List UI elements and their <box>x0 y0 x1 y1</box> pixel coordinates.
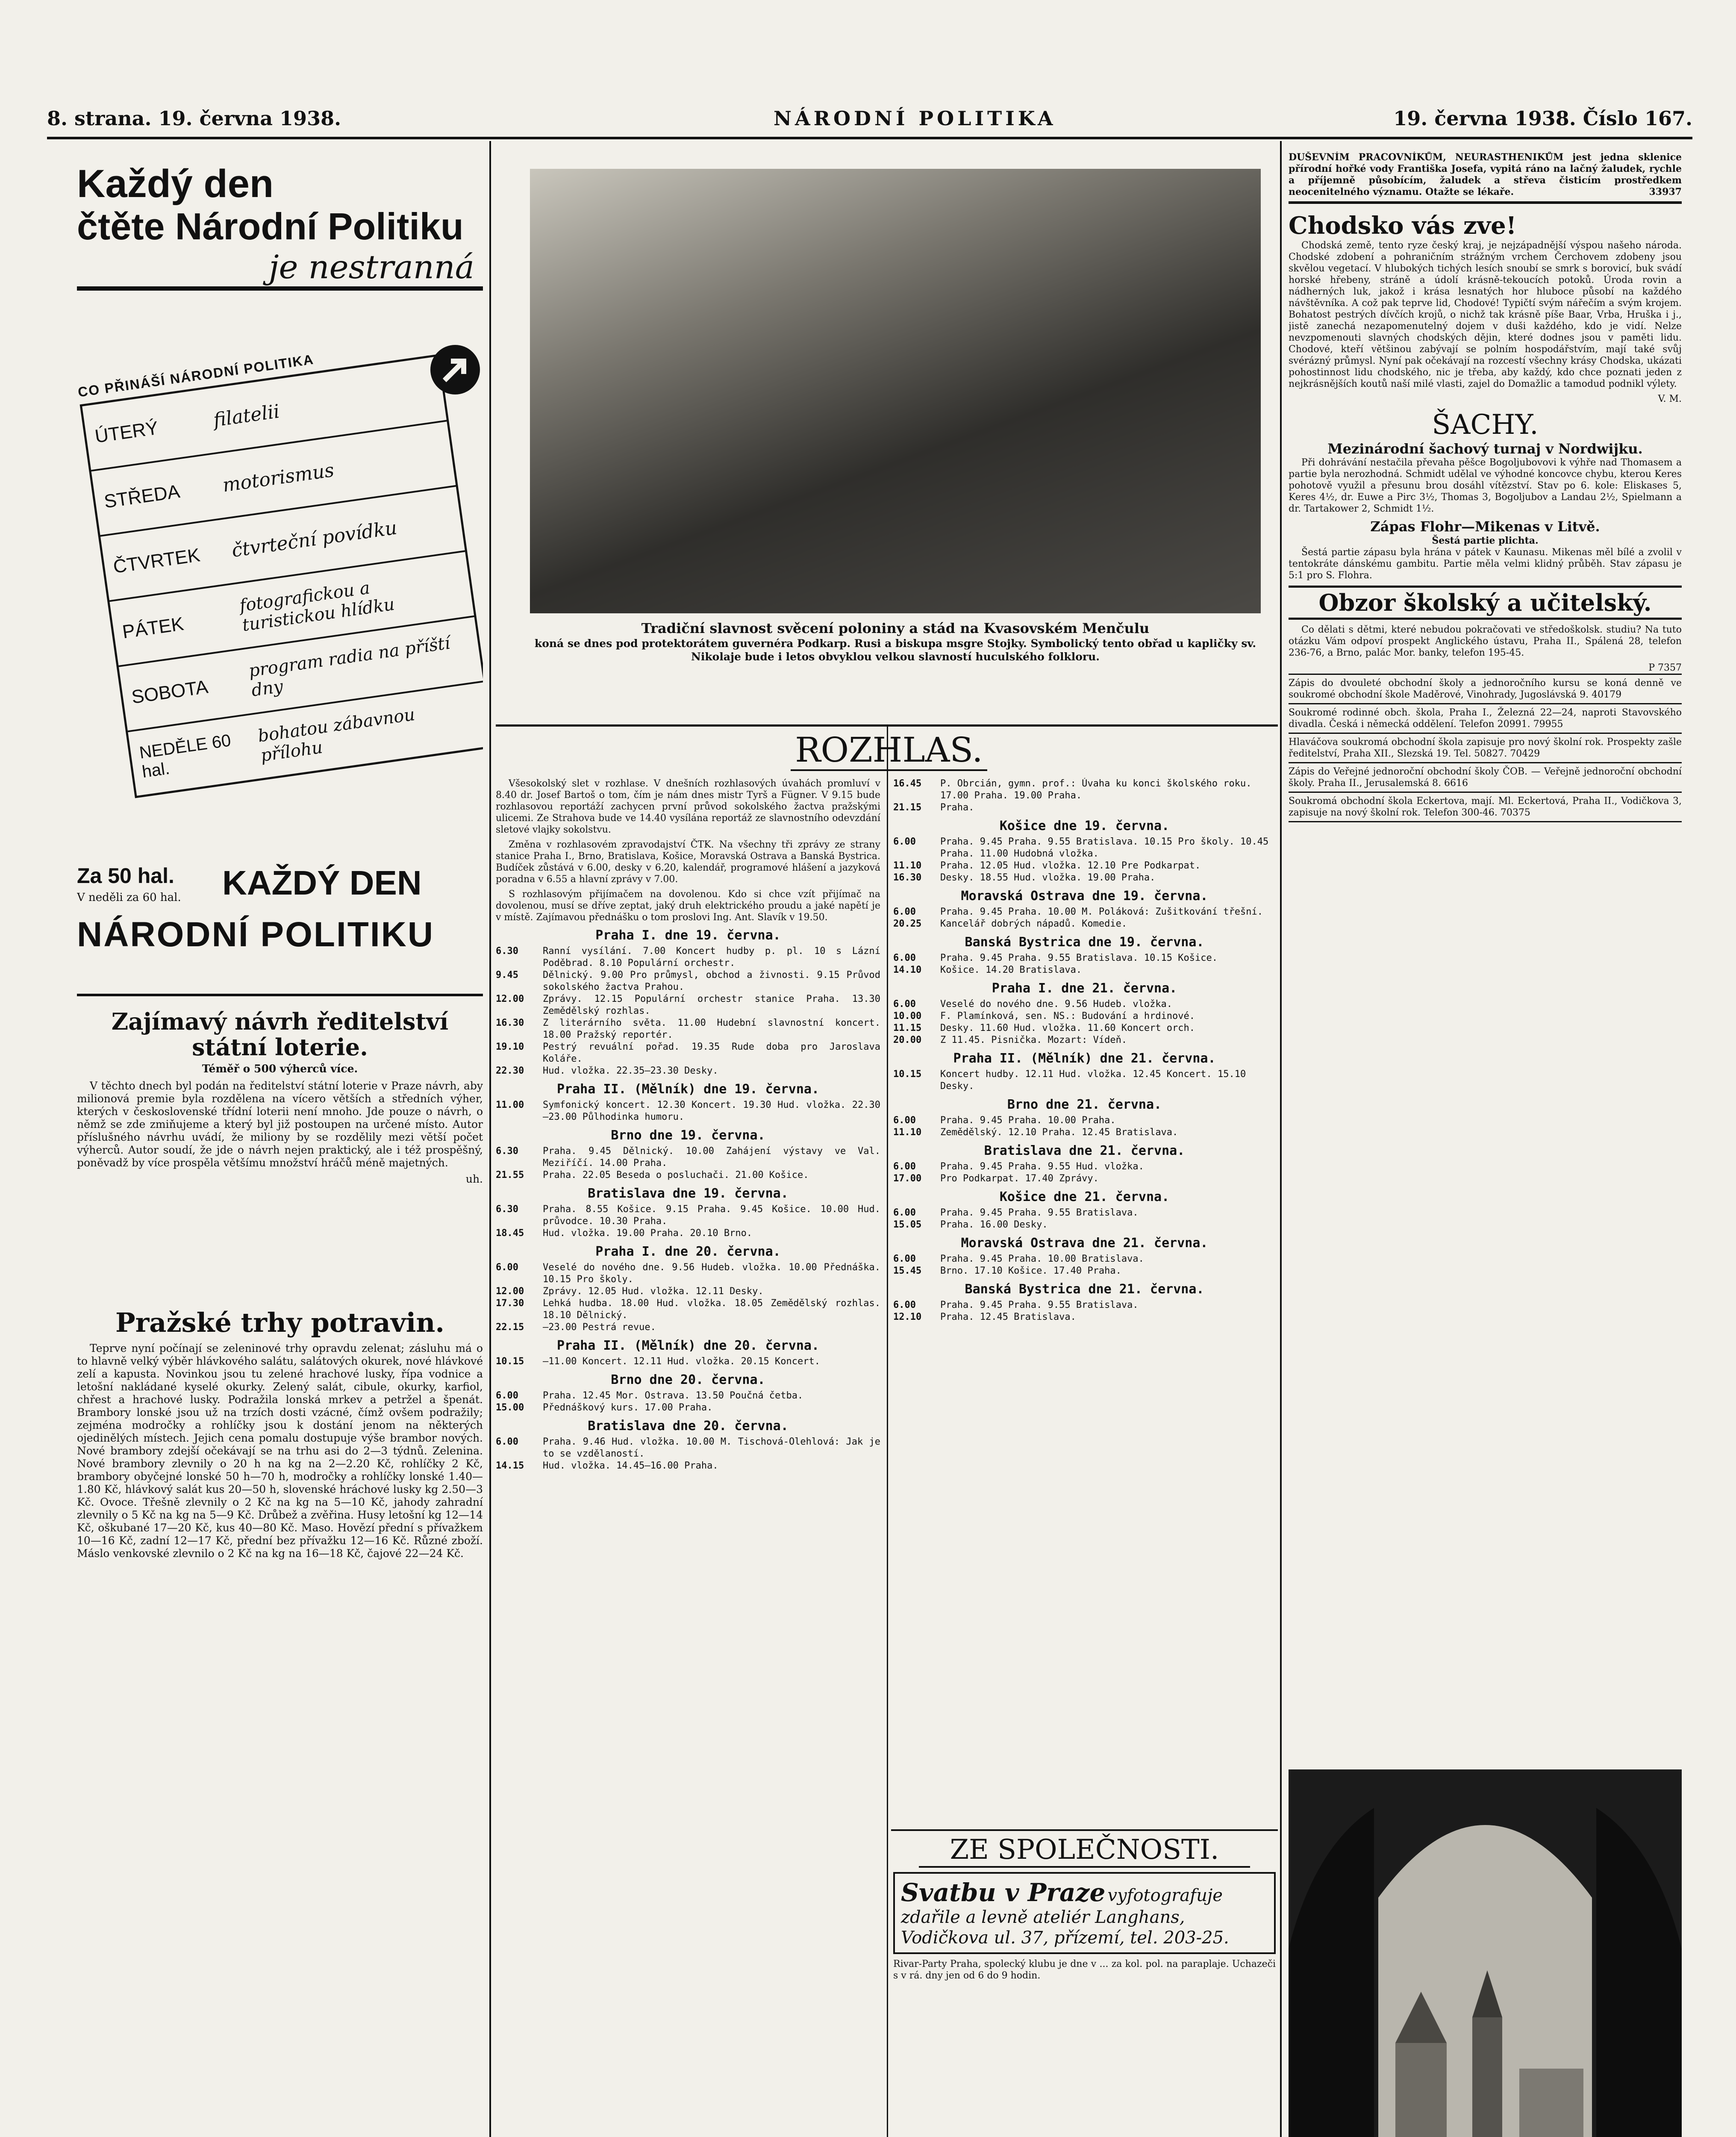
schedule-program: Veselé do nového dne. 9.56 Hudeb. vložka. <box>940 999 1173 1010</box>
schedule-day-heading: Moravská Ostrava dne 19. června. <box>961 889 1208 904</box>
promo-day-topic: čtvrteční povídku <box>230 516 399 562</box>
schedule-program: F. Plamínková, sen. NS.: Budování a hrdinové. <box>940 1011 1195 1021</box>
ad-top-text: DUŠEVNÍM PRACOVNÍKŮM, NEURASTHENIKŮM jest jedna sklenice přírodní hořké vody Františka Josefa, vypitá ráno na lačný žaludek, rychle a příjemně působícím, žaludek a střeva čisticím prostředkem neocenitelného významu. Otažte se lékaře. <box>1289 152 1682 197</box>
markets-body: Teprve nyní počínají se zeleninové trhy opravdu zelenat; zásluhu má o to hlavně velký výběr hlávkového salátu, salátových okurek, nové hlávkové zelí a kapusta. Novinkou jsou tu zelené hrachové lusky, řípa vodnice a letošní nakládané kyselé okurky. Zelený salát, cibule, okurky, karfiol, chřest a hrachové lusky. Podražila lonská mrkev a petržel a špenát. Brambory lonské jsou už na trzích dosti vzácné, čímž ovšem podražily; zejména modročky a rohlíčky jsou k dostání jenom na některých ojedinělých místech. Jejich cena pomalu dostupuje výše brambor nových. Nové brambory zdejší očekávají se na trhu asi do 2—3 týdnů. Zelenina. Nové brambory zlevnily o 20 h na kg na 2—2.20 Kč, rohlíčky 2 Kč, brambory obyčejné lonské 50 h—70 h, modročky a rohlíčky lonské 1.40—1.80 Kč, hlávkový salát kus 20—50 h, slovenské hráchové lusky kg 2.50—3 Kč. Ovoce. Třešně zlevnily o 2 Kč na kg na 5—10 Kč, jahody zahradní zlevnily o 5 Kč na kg na 5—9 Kč. Drůbež a zvěřina. Husy letošní kg 12—14 Kč, oškubané 17—20 Kč, kus 40—80 Kč. Maso. Hovězí přední s přívažkem 10—16 Kč, zadní 12—17 Kč, přední bez přívažku 12—16 Kč. Různé zboží. Máslo venkovské zlevnilo o 2 Kč na kg na 16—18 Kč, čajové 22—24 Kč. <box>77 1342 483 1560</box>
schedule-row <box>893 1207 1276 1219</box>
schedule-program: Z 11.45. Pisnička. Mozart: Vídeň. <box>940 1035 1127 1045</box>
school-ad: Hlaváčova soukromá obchodní škola zapisuje pro nový školní rok. Prospekty zašle ředitelství, Praha XII., Slezská 19. Tel. 50827. 70429 <box>1289 734 1682 763</box>
chodsko-body: Chodská země, tento ryze český kraj, je nejzápadnější výspou našeho národa. Chodské zdobení a pohraničním strážným vrchem Čerchovem zdobeny jsou skvělou vegetací. V hlubokých tichých lesích snoubí se smrk s borovicí, buk svádí horské hřebeny, stráně a údolí krásně-tekoucích potoků. Úroda rovin a nádherných luk, jakož i krása lesnatých hor hluboce působí na každého návštěvníka. A což pak teprve lid, Chodové! Typičtí svým nářečím a svým krojem. Bohatost pestrých dívčích krojů, o nichž tak krásně píše Baar, Vrba, Hruška i j., jistě zanechá nezapomenutelný dojem v duši každého, kdo je vidí. Nelze nevzpomenouti slavných chodských dějin, které dodnes jsou v paměti lidu. Chodové, kteří většinou zabývají se polním hospodářstvím, mají také svůj svérázný průmysl. Nyní pak očekávají na rozcestí všechny krásy Chodska, ukázati pohostinnost lidu chodského, nic je třeba, aby každý, kdo chce poznati jeden z nejkrásnějších koutů naší milé vlasti, zajel do Domažlic a tamodud podnikl výlety. <box>1289 240 1682 389</box>
schedule-time: 6.00 <box>893 1300 916 1310</box>
schedule-program: Praha. 9.45 Praha. 10.00 Praha. <box>940 1115 1116 1126</box>
schedule-program: Praha. 9.45 Praha. 9.55 Bratislava. <box>940 1300 1139 1310</box>
schedule-row <box>893 802 1276 814</box>
school-ad: Soukromá obchodní škola Eckertova, mají. Ml. Eckertová, Praha II., Vodičkova 3, zapisuje na nový školní rok. Telefon 300-46. 70375 <box>1289 793 1682 822</box>
schedule-program: Pestrý revuální pořad. 19.35 Rude doba pro Jaroslava Koláře. <box>543 1042 880 1064</box>
schedule-time: 16.45 <box>893 778 922 789</box>
schedule-time: 12.00 <box>496 1286 524 1297</box>
spolecnost-title: ZE SPOLEČNOSTI. <box>919 1834 1250 1868</box>
schedule-program: Praha. 22.05 Beseda o posluchači. 21.00 Košice. <box>543 1170 809 1180</box>
promo-price: Za 50 hal. <box>77 864 174 888</box>
lottery-title: Zajímavý návrh ředitelství státní loterie. <box>111 1009 449 1061</box>
ad-top <box>1289 152 1682 204</box>
schedule-program: Praha. 12.05 Hud. vložka. 12.10 Pre Podkarpat. <box>940 860 1201 871</box>
schedule-row <box>496 1204 880 1227</box>
schedule-row <box>893 778 1276 802</box>
promo-day-name: PÁTEK <box>121 613 185 643</box>
schedule-time: 18.45 <box>496 1228 524 1239</box>
schedule-row <box>496 1065 880 1077</box>
chodsko-sign: V. M. <box>1658 394 1682 404</box>
schedule-program: Zemědělský. 12.10 Praha. 12.45 Bratislava. <box>940 1127 1178 1138</box>
spolecnost-note: Rivar-Party Praha, spolecký klubu je dne v ... za kol. pol. na paraplaje. Uchazeči s v rá. dny jen od 6 do 9 hodin. <box>893 1959 1276 1981</box>
rule <box>77 994 483 996</box>
schedule-row <box>496 969 880 993</box>
schedule-program: Košice. 14.20 Bratislava. <box>940 965 1082 975</box>
rozhlas-col-b <box>893 778 1276 1821</box>
schedule-day-heading: Banská Bystrica dne 21. června. <box>965 1282 1204 1297</box>
schedule-program: P. Obrcián, gymn. prof.: Úvaha ku konci školského roku. 17.00 Praha. 19.00 Praha. <box>940 778 1252 801</box>
photo-caption <box>530 620 1261 722</box>
schedule-time: 12.10 <box>893 1312 922 1322</box>
schedule-program: Dělnický. 9.00 Pro průmysl, obchod a živnosti. 9.15 Průvod sokolského žactva Prahou. <box>543 970 880 992</box>
schedule-row <box>496 945 880 969</box>
sachy-body: Při dohrávání nestačila převaha pěšce Bogoljubovovi k výhře nad Thomasem a partie byla nerozhodná. Schmidt udělal ve výhodné koncovce chybu, kterou Keres pohotově využil a přesunu brou dosáhl vítězství. Stav po 6. kole: Eliskases 5, Keres 4½, dr. Euwe a Pirc 3½, Thomas 3, Bogoljubov a Landau 2½, Spielmann a dr. Tartakower 2, Schmidt 1½. <box>1289 457 1682 514</box>
schedule-program: Praha. 9.45 Praha. 9.55 Bratislava. <box>940 1207 1139 1218</box>
schedule-time: 6.00 <box>496 1262 518 1273</box>
schedule-program: Praha. 9.45 Praha. 10.00 Bratislava. <box>940 1254 1144 1264</box>
promo-box <box>77 162 483 992</box>
schedule-row <box>496 1145 880 1169</box>
promo-day-name: SOBOTA <box>130 676 209 708</box>
schedule-row <box>893 1010 1276 1022</box>
rozhlas-intro: Všesokolský slet v rozhlase. V dnešních rozhlasových úvahách promluví v 8.40 dr. Josef Bartoš o tom, čím je nám dnes mistr Tyrš a Fügner. V 9.15 bude rozhlasovou reportáží zachycen první průvod sokolského žactva pražskými ulicemi. Ze Strahova bude ve 14.40 vysílána reportáž ze slavnostního odevzdání sletové vlajky sokolstvu. <box>496 778 880 835</box>
skolsky-title: Obzor školský a učitelský. <box>1289 586 1682 620</box>
schedule-program: Zprávy. 12.05 Hud. vložka. 12.11 Desky. <box>543 1286 764 1297</box>
schedule-time: 20.25 <box>893 918 922 929</box>
schedule-time: 10.15 <box>496 1356 524 1367</box>
header-rule <box>47 137 1692 139</box>
schedule-day-heading: Praha II. (Mělník) dne 21. června. <box>953 1051 1216 1066</box>
school-ad: Zápis do Veřejné jednoroční obchodní školy ČOB. — Veřejně jednoroční obchodní školy. Praha II., Jerusalemská 8. 6616 <box>1289 763 1682 793</box>
schedule-time: 17.30 <box>496 1298 524 1309</box>
schedule-program: Praha. 12.45 Mor. Ostrava. 13.50 Poučná četba. <box>543 1390 803 1401</box>
schedule-day-heading: Praha II. (Mělník) dne 19. června. <box>556 1082 820 1097</box>
schedule-row <box>496 993 880 1017</box>
lottery-sign: uh. <box>465 1173 483 1185</box>
zapas-body: Šestá partie zápasu byla hrána v pátek v Kaunasu. Mikenas měl bílé a zvolil v tentokráte dánskému gambitu. Partie měla velmi klidný průběh. Stav zápasu je 5:1 pro S. Flohra. <box>1289 547 1682 581</box>
promo-day-name: NEDĚLE 60 hal. <box>138 731 232 782</box>
schedule-time: 6.30 <box>496 946 518 957</box>
schedule-time: 21.15 <box>893 802 922 813</box>
schedule-row <box>496 1298 880 1322</box>
schedule-time: 22.15 <box>496 1322 524 1333</box>
schedule-row <box>893 998 1276 1010</box>
schedule-program: Kancelář dobrých nápadů. Komedie. <box>940 918 1127 929</box>
schedule-program: —23.00 Pestrá revue. <box>543 1322 656 1333</box>
schedule-row <box>893 952 1276 964</box>
schedule-day-heading: Banská Bystrica dne 19. června. <box>965 935 1204 950</box>
telc-photo <box>1289 1769 1682 2137</box>
schedule-day-heading: Bratislava dne 19. června. <box>588 1186 789 1201</box>
rozhlas-col-a <box>496 778 880 2137</box>
promo-price-note: V neděli za 60 hal. <box>77 891 181 904</box>
schedule-time: 15.45 <box>893 1266 922 1276</box>
schedule-row <box>893 1022 1276 1034</box>
schedule-time: 22.30 <box>496 1066 524 1076</box>
schedule-program: Brno. 17.10 Košice. 17.40 Praha. <box>940 1266 1121 1276</box>
schedule-program: Symfonický koncert. 12.30 Koncert. 19.30 Hud. vložka. 22.30—23.00 Půlhodinka humoru. <box>543 1100 880 1122</box>
schedule-time: 6.00 <box>893 1254 916 1264</box>
schedule-row <box>893 964 1276 976</box>
lottery-body: V těchto dnech byl podán na ředitelství státní loterie v Praze návrh, aby milionová premie byla rozdělena na vícero větších a středních výher, kterých v československé třídní loterii není mnoho. Jde pouze o návrh, o němž se zde zmiňujeme a který byl již postoupen na určené místo. Autor příslušného návrhu uvádí, že miliony by se rozdělily mezi větší počet výherců. Autor soudí, že jde o návrh nejen praktický, ale i též prospěšný, poněvadž by více prospěla většímu množství hráčů méně majetných. <box>77 1080 483 1169</box>
schedule-row <box>496 1169 880 1181</box>
schedule-program: Lehká hudba. 18.00 Hud. vložka. 18.05 Zemědělský rozhlas. 18.10 Dělnický. <box>543 1298 880 1321</box>
schedule-day-heading: Košice dne 21. června. <box>999 1189 1170 1204</box>
schedule-time: 6.00 <box>893 836 916 847</box>
schedule-program: Veselé do nového dne. 9.56 Hudeb. vložka. 10.00 Přednáška. 10.15 Pro školy. <box>543 1262 880 1285</box>
schedule-row <box>496 1041 880 1065</box>
schedule-time: 11.00 <box>496 1100 524 1110</box>
schedule-day-heading: Brno dne 21. června. <box>1007 1097 1162 1112</box>
schedule-time: 17.00 <box>893 1173 922 1184</box>
promo-days <box>77 334 483 859</box>
schedule-row <box>893 1173 1276 1185</box>
schedule-time: 6.30 <box>496 1204 518 1215</box>
promo-day-name: ÚTERÝ <box>93 417 160 447</box>
schedule-time: 11.10 <box>893 860 922 871</box>
skolsky-body: Co dělati s dětmi, které nebudou pokračovati ve středoškolsk. studiu? Na tuto otázku Vám odpoví prospekt Anglického ústavu, Praha II., Spálená 28, telefon 236-76, a Brno, palác Mor. banky, telefon 195-45. <box>1289 624 1682 658</box>
schedule-program: Ranní vysílání. 7.00 Koncert hudby p. pl. 10 s Lázní Poděbrad. 8.10 Populární orchestr. <box>543 946 880 968</box>
schedule-day-heading: Moravská Ostrava dne 21. června. <box>961 1236 1208 1251</box>
schedule-row <box>496 1436 880 1460</box>
sachy-title: ŠACHY. <box>1432 409 1539 441</box>
promo-day-topic: filatelii <box>212 400 281 431</box>
skolsky-number: P 7357 <box>1289 662 1682 675</box>
schedule-time: 16.30 <box>893 872 922 883</box>
markets-article <box>77 1308 483 2137</box>
schedule-time: 6.00 <box>893 953 916 963</box>
schedule-day-heading: Brno dne 19. června. <box>611 1128 765 1143</box>
schedule-time: 6.00 <box>893 1161 916 1172</box>
schedule-program: Praha. 9.45 Praha. 9.55 Bratislava. 10.15 Pro školy. 10.45 Praha. 11.00 Hudobná vložka. <box>940 836 1269 859</box>
schedule-program: Praha. 9.45 Praha. 9.55 Bratislava. 10.15 Košice. <box>940 953 1218 963</box>
promo-line1: Každý den <box>77 162 274 206</box>
schedule-day-heading: Praha I. dne 20. června. <box>595 1244 781 1259</box>
schedule-time: 6.00 <box>893 1207 916 1218</box>
schedule-program: Pro Podkarpat. 17.40 Zprávy. <box>940 1173 1099 1184</box>
schedule-time: 6.00 <box>893 907 916 917</box>
ad-top-number: 33937 <box>1649 186 1682 197</box>
schedule-row <box>496 1017 880 1041</box>
schedule-program: Koncert hudby. 12.11 Hud. vložka. 12.45 Koncert. 15.10 Desky. <box>940 1069 1246 1092</box>
schedule-day-heading: Bratislava dne 21. června. <box>984 1143 1185 1158</box>
schedule-program: Hud. vložka. 14.45—16.00 Praha. <box>543 1460 718 1471</box>
schedule-time: 14.10 <box>893 965 922 975</box>
schedule-time: 6.00 <box>893 999 916 1010</box>
markets-title: Pražské trhy potravin. <box>115 1308 444 1338</box>
promo-footer1: KAŽDÝ DEN <box>222 864 422 902</box>
schedule-row <box>893 1068 1276 1092</box>
schedule-time: 10.15 <box>893 1069 922 1080</box>
promo-footer2: NÁRODNÍ POLITIKU <box>77 915 435 954</box>
schedule-b <box>893 778 1276 1323</box>
schedule-time: 6.30 <box>496 1146 518 1157</box>
schedule-row <box>893 836 1276 860</box>
schedule-program: Praha. 9.45 Praha. 10.00 M. Poláková: Zušitkování třešní. <box>940 907 1263 917</box>
promo-day-name: STŘEDA <box>103 481 181 512</box>
schedule-row <box>496 1227 880 1239</box>
schedule-row <box>893 1034 1276 1046</box>
langhans-ad-text: vyfotografuje zdařile a levně ateliér Langhans, Vodičkova ul. 37, přízemí, tel. 203-25. <box>901 1886 1229 1948</box>
schedule-row <box>893 1311 1276 1323</box>
schedule-program: Praha. 9.45 Praha. 9.55 Hud. vložka. <box>940 1161 1144 1172</box>
schedule-time: 6.00 <box>893 1115 916 1126</box>
schedule-program: Praha. 12.45 Bratislava. <box>940 1312 1076 1322</box>
schedule-row <box>496 1460 880 1472</box>
festival-photo <box>530 169 1261 613</box>
schedule-row <box>893 1265 1276 1277</box>
schedule-time: 6.00 <box>496 1390 518 1401</box>
promo-day-topic: fotografickou a turistickou hlídku <box>238 578 396 636</box>
schedule-row <box>496 1262 880 1286</box>
column-divider <box>1280 141 1282 2137</box>
promo-day-topic: program radia na příští dny <box>247 633 452 701</box>
schedule-program: Hud. vložka. 19.00 Praha. 20.10 Brno. <box>543 1228 753 1239</box>
schedule-row <box>893 872 1276 884</box>
schedule-day-heading: Bratislava dne 20. června. <box>588 1419 789 1433</box>
schedule-day-heading: Praha I. dne 19. června. <box>595 928 781 943</box>
schedule-time: 6.00 <box>496 1436 518 1447</box>
schedule-row <box>496 1356 880 1368</box>
page-header <box>47 107 1692 132</box>
schedule-program: Praha. 16.00 Desky. <box>940 1219 1048 1230</box>
schedule-row <box>496 1286 880 1298</box>
schedule-time: 12.00 <box>496 994 524 1004</box>
zapas-title: Zápas Flohr—Mikenas v Litvě. <box>1370 518 1600 535</box>
schedule-time: 16.30 <box>496 1018 524 1028</box>
schedule-program: Praha. 8.55 Košice. 9.15 Praha. 9.45 Košice. 10.00 Hud. průvodce. 10.30 Praha. <box>543 1204 880 1227</box>
schedule-row <box>893 1253 1276 1265</box>
schedule-program: Desky. 11.60 Hud. vložka. 11.60 Koncert orch. <box>940 1023 1195 1033</box>
schedule-program: Zprávy. 12.15 Populární orchestr stanice Praha. 13.30 Zemědělský rozhlas. <box>543 994 880 1016</box>
langhans-ad <box>893 1872 1276 1954</box>
schedule-a <box>496 927 880 1472</box>
schedule-day-heading: Brno dne 20. června. <box>611 1372 765 1387</box>
schedule-time: 11.15 <box>893 1023 922 1033</box>
promo-line3: je nestranná <box>77 248 483 291</box>
schedule-program: Z literárního světa. 11.00 Hudební slavnostní koncert. 18.00 Pražský reportér. <box>543 1018 880 1040</box>
schedule-row <box>893 906 1276 918</box>
sachy-subtitle: Mezinárodní šachový turnaj v Nordwijku. <box>1327 441 1643 457</box>
schedule-row <box>496 1390 880 1402</box>
rozhlas-intro2: Změna v rozhlasovém zpravodajství ČTK. Na všechny tři zprávy ze strany stanice Praha I., Brno, Bratislava, Košice, Moravská Ostrava a Banská Bystrica. Budíček zůstává v 6.00, desky v 6.20, kalendář, programové hlášení a jazyková poradna v 6.55 a hlavní zprávy v 7.00. <box>496 839 880 885</box>
schedule-row <box>893 1299 1276 1311</box>
schedule-row <box>893 1219 1276 1231</box>
schedule-time: 15.00 <box>496 1402 524 1413</box>
column-divider <box>887 727 888 2137</box>
masthead: NÁRODNÍ POLITIKA <box>774 107 1056 130</box>
schedule-day-heading: Praha I. dne 21. června. <box>992 981 1177 996</box>
schedule-time: 21.55 <box>496 1170 524 1180</box>
lottery-article <box>77 1009 483 1308</box>
lottery-subtitle: Téměř o 500 výherců více. <box>202 1063 358 1075</box>
schedule-row <box>496 1402 880 1414</box>
schedule-program: Hud. vložka. 22.35—23.30 Desky. <box>543 1066 718 1076</box>
schedule-day-heading: Košice dne 19. června. <box>999 818 1170 833</box>
schedule-program: —11.00 Koncert. 12.11 Hud. vložka. 20.15 Koncert. <box>543 1356 821 1367</box>
schedule-time: 11.10 <box>893 1127 922 1138</box>
schedule-day-heading: Praha II. (Mělník) dne 20. června. <box>556 1338 820 1353</box>
school-ad: Zápis do dvouleté obchodní školy a jednoročního kursu se koná denně ve soukromé obchodní škole Maděrové, Vinohrady, Jugoslávská 9. 40179 <box>1289 675 1682 704</box>
rule <box>891 1829 1278 1831</box>
schedule-time: 9.45 <box>496 970 518 980</box>
promo-day-topic: motorismus <box>221 459 335 497</box>
schedule-time: 10.00 <box>893 1011 922 1021</box>
schedule-row <box>496 1322 880 1333</box>
promo-day-topic: bohatou zábavnou přílohu <box>256 704 416 766</box>
school-ad: Soukromé rodinné obch. škola, Praha I., Železná 22—24, naproti Stavovského divadla. Česká i německá oddělení. Telefon 20991. 79955 <box>1289 704 1682 734</box>
schedule-time: 19.10 <box>496 1042 524 1052</box>
langhans-ad-script: Svatbu v Praze <box>901 1878 1106 1907</box>
zapas-subtitle: Šestá partie plichta. <box>1432 535 1539 546</box>
schedule-time: 14.15 <box>496 1460 524 1471</box>
promo-day-name: ČTVRTEK <box>112 545 202 578</box>
photo-caption-title: Tradiční slavnost svěcení poloniny a stád na Kvasovském Menčulu <box>641 620 1150 636</box>
rule <box>496 724 1278 727</box>
rozhlas-title: ROZHLAS. <box>791 731 987 771</box>
rozhlas-intro3: S rozhlasovým přijímačem na dovolenou. Kdo si chce vzít přijímač na dovolenou, musí se dříve zeptat, jaký druh elektrického proudu a jaké napětí je v místě. Zajímavou přednášku o tom proslovi Ing. Ant. Slavík v 19.50. <box>496 889 880 923</box>
schedule-program: Přednáškový kurs. 17.00 Praha. <box>543 1402 713 1413</box>
header-left: 8. strana. 19. června 1938. <box>47 107 341 130</box>
schedule-row <box>496 1099 880 1123</box>
schedule-program: Praha. 9.45 Dělnický. 10.00 Zahájení výstavy ve Val. Meziříčí. 14.00 Praha. <box>543 1146 880 1169</box>
spolecnost-section <box>893 1834 1276 2137</box>
schedule-time: 20.00 <box>893 1035 922 1045</box>
photo-caption-body: koná se dnes pod protektorátem guvernéra Podkarp. Rusi a biskupa msgre Stojky. Symbolický tento obřad u kapličky sv. Nikolaje bude i letos obvyklou velkou slavností huculského folkloru. <box>534 637 1256 663</box>
schedule-row <box>893 1161 1276 1173</box>
promo-line2: čtěte Národní Politiku <box>77 205 464 247</box>
schedule-program: Praha. 9.46 Hud. vložka. 10.00 M. Tischová-Olehlová: Jak je to se vzdělaností. <box>543 1436 880 1459</box>
schedule-program: Desky. 18.55 Hud. vložka. 19.00 Praha. <box>940 872 1156 883</box>
schedule-program: Praha. <box>940 802 974 813</box>
column-divider <box>489 141 491 2137</box>
promo-day-list <box>80 354 483 798</box>
chodsko-title: Chodsko vás zve! <box>1289 212 1517 240</box>
header-right: 19. června 1938. Číslo 167. <box>1393 107 1692 130</box>
schedule-row <box>893 1127 1276 1139</box>
schedule-row <box>893 1115 1276 1127</box>
schedule-time: 15.05 <box>893 1219 922 1230</box>
promo-arc: CO PŘINÁŠÍ NÁRODNÍ POLITIKA <box>77 351 315 400</box>
schedule-row <box>893 860 1276 872</box>
schedule-row <box>893 918 1276 930</box>
